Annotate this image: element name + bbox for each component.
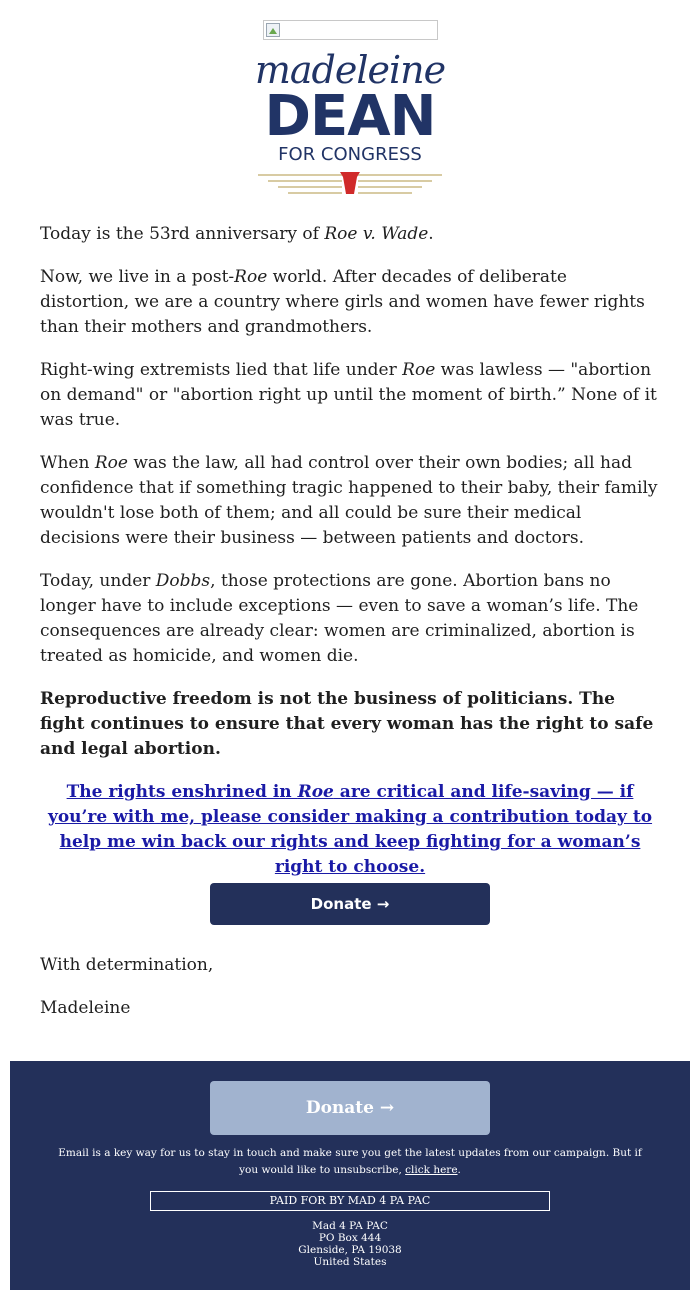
paid-for-disclaimer: PAID FOR BY MAD 4 PA PAC bbox=[150, 1191, 550, 1211]
signature-name: Madeleine bbox=[40, 998, 131, 1018]
address-line: Mad 4 PA PAC bbox=[312, 1220, 388, 1232]
paragraph-post-roe: Now, we live in a post-Roe world. After decades of deliberate distortion, we are a country where girls and women have fewer rights than their mothers and grandmothers. bbox=[40, 267, 645, 337]
header-image-placeholder bbox=[263, 20, 438, 40]
logo-last-name: DEAN bbox=[264, 84, 436, 149]
paragraph-extremists: Right-wing extremists lied that life under Roe was lawless — "abortion on demand" or "abortion right up until the moment of birth.” None of it was true. bbox=[40, 360, 657, 430]
unsubscribe-message: Email is a key way for us to stay in touch and make sure you get the latest updates from our campaign. But if you would like to unsubscribe, click here. bbox=[58, 1147, 642, 1176]
unsubscribe-link[interactable]: click here bbox=[405, 1164, 458, 1176]
paragraph-anniversary: Today is the 53rd anniversary of Roe v. Wade. bbox=[40, 224, 434, 244]
paragraph-reproductive-freedom: Reproductive freedom is not the business of politicians. The fight continues to ensure that every woman has the right to safe and legal abortion. bbox=[40, 689, 654, 759]
donate-button[interactable]: Donate → bbox=[210, 883, 490, 925]
logo-tagline: FOR CONGRESS bbox=[278, 144, 422, 165]
paragraph-dobbs: Today, under Dobbs, those protections are gone. Abortion bans no longer have to include exceptions — even to save a woman’s life. The consequences are already clear: women are criminalized, abortion is treated as homicide, and women die. bbox=[40, 571, 639, 666]
address-line: PO Box 444 bbox=[318, 1232, 382, 1244]
closing-line: With determination, bbox=[40, 955, 214, 975]
campaign-logo bbox=[250, 48, 450, 198]
footer-donate-button[interactable]: Donate → bbox=[210, 1081, 490, 1135]
broken-image-icon bbox=[266, 23, 280, 37]
address-line: United States bbox=[313, 1256, 387, 1268]
keystone-icon bbox=[258, 172, 442, 196]
mailing-address bbox=[10, 1220, 690, 1268]
email-body bbox=[40, 222, 660, 780]
paragraph-roe-law: When Roe was the law, all had control over their own bodies; all had confidence that if something tragic happened to their baby, their family wouldn't lose both of them; and all could be sure their medical decisions were their business — between patients and doctors. bbox=[40, 453, 658, 548]
footer bbox=[10, 1061, 690, 1290]
address-line: Glenside, PA 19038 bbox=[298, 1244, 402, 1256]
signoff bbox=[40, 953, 660, 1039]
contribution-link[interactable]: The rights enshrined in Roe are critical and life-saving — if you’re with me, please consider making a contribution today to help me win back our rights and keep fighting for a woman’s right to choose. bbox=[47, 782, 653, 877]
logo-first-name: madeleine bbox=[254, 48, 446, 92]
